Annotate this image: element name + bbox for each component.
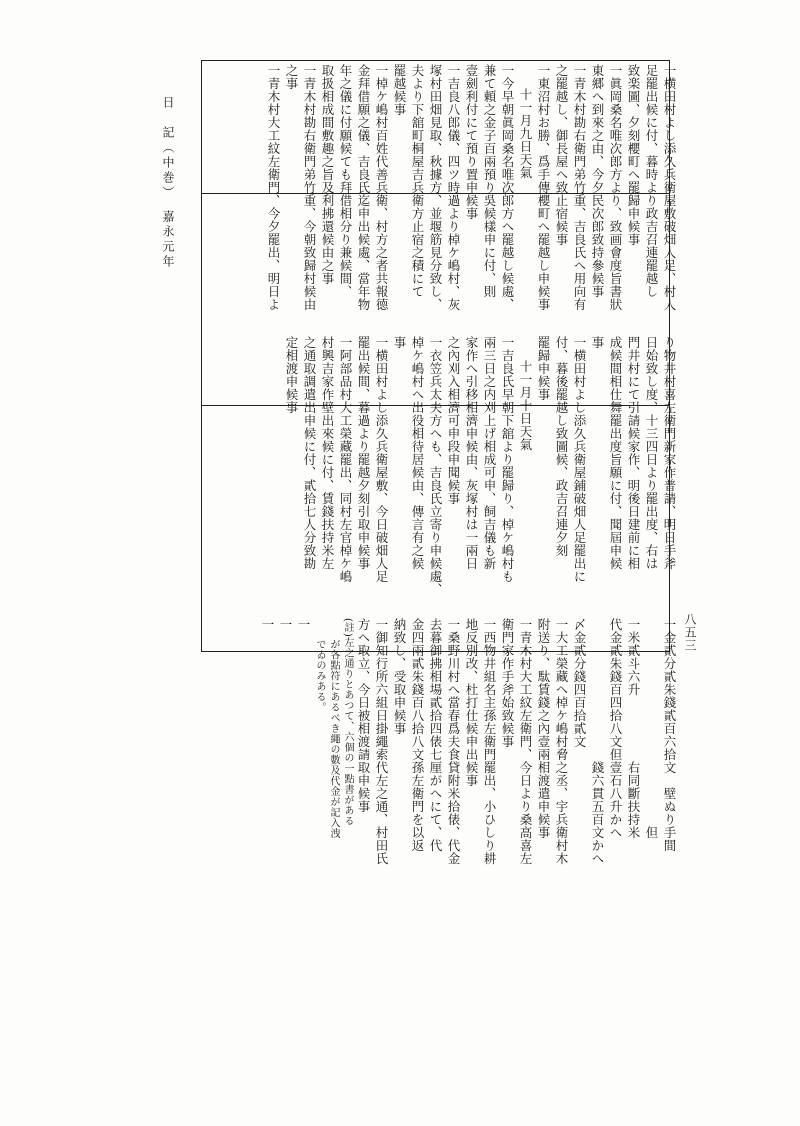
text-column: 罷歸申候事 [536, 336, 551, 401]
text-column: 一吉良八郎儀、四ツ時過より棹ケ嶋村、灰 [446, 64, 461, 311]
block-top [264, 64, 678, 332]
text-column: 之內刈入相濟可申段申聞候事 [446, 336, 461, 505]
text-column: 之事 [284, 64, 299, 90]
text-column: 衛門家作手斧始致候事 [500, 618, 515, 748]
text-column: 塚村田畑見取、秋據方、並堰筋見分致し、 [428, 64, 443, 311]
date-heading: 十一月九日天氣 [518, 88, 533, 179]
text-column: 一今早朝眞岡桑名唯次郎方へ罷越し候處、 [500, 64, 515, 311]
text-column: 一 [260, 618, 275, 631]
text-column: 方へ取立、今日被相渡請取申候事 [356, 618, 371, 813]
text-column: 金拜借願之儀、吉良氏迄申出候處、當年物 [356, 64, 371, 311]
text-column: 地反別改、杜打仕候申出候事 [464, 618, 479, 787]
text-column: 東郷へ到來之由、今夕民次郎致持參候事 [590, 64, 605, 298]
text-column: 兼て頼之金子百兩預り吳候樣申に付、則 [482, 64, 497, 298]
text-column: 〆金貳分錢四百拾貳文 [572, 618, 587, 748]
text-column: 一米貳斗六升 右同斷扶持米 [626, 618, 641, 839]
text-column: 一御知行所六組日掛繩索代左之通、村田氏 [374, 618, 389, 865]
editor-note: (註)左之通りとあつて、六個の一點書がある [342, 618, 353, 827]
text-column: 納致し、受取申候事 [392, 618, 407, 735]
text-column: 一青木村勘右衛門弟竹重、今朝致歸村候由 [302, 64, 317, 311]
text-column: 棹ケ嶋村へ出役相待居候由、傳言有之候 [410, 336, 425, 570]
block-middle [282, 336, 678, 594]
text-column: 但 [644, 618, 659, 839]
text-column: 代金貳朱錢百四拾八文但壹石八升かへ [608, 618, 623, 839]
text-column: 之罷越し、御長屋へ致止宿候事 [554, 64, 569, 246]
text-column: 日始致し度、十三四日より罷出度、右は [644, 336, 659, 570]
text-column: 錢六貫五百文かへ [590, 618, 605, 865]
text-column: 一 [278, 618, 293, 631]
text-column: 事 [392, 336, 407, 349]
text-column: 定相渡申候事 [284, 336, 299, 414]
text-column: 一東沼村お勝、爲手傳櫻町へ罷越し申候事 [536, 64, 551, 311]
page-number: 八五三 [683, 613, 697, 652]
text-column: 一横田村よし添久兵衛屋敷破畑人足、村人 [662, 64, 677, 311]
text-column: 一青木村大工紋左衛門、今夕罷出、明日よ [266, 64, 281, 311]
text-column: 一大工榮藏へ棹ケ嶋村脅之丞、宇兵衛村木 [554, 618, 569, 865]
text-column: 一青木村大工紋左衛門、今日より桑高喜左 [518, 618, 533, 865]
text-column: 一棹ケ嶋村百姓代善兵衛、村方之者共報德 [374, 64, 389, 311]
text-column: 一吉良氏早朝下舘より罷歸り、棹ケ嶋村も [500, 336, 515, 583]
text-column: 村興吉家作壁出來候に付、賃錢扶持米左 [320, 336, 335, 570]
text-column: 致楽圖、夕刻櫻町へ罷歸申候事 [626, 64, 641, 246]
text-column: 付、暮後罷越し致圖候、政吉召連夕刻 [554, 336, 569, 557]
text-column: 成候間相仕舞罷出度旨願に付、聞屆申候 [608, 336, 623, 570]
text-column: 一 [296, 618, 311, 631]
text-column: 年之儀に付願候ても拜借相分り兼候間、 [338, 64, 353, 298]
text-column: 門井村にて引請候家作、明後日建前に相 [626, 336, 641, 570]
text-column: 家作へ引移相濟申候由、灰塚村は一兩日 [464, 336, 479, 570]
text-column: 一金貳分貳朱錢貳百六拾文 壁ぬり手間 [662, 618, 677, 852]
block-bottom [258, 618, 678, 918]
text-column: 一横田村よし添久兵衛屋鋪破畑人足罷出に [572, 336, 587, 583]
text-column: 取扱相成間敷趣之旨及利拂還候由之事 [320, 64, 335, 285]
text-column: 附送り、駄賃錢之內壹兩相渡遣申候事 [536, 618, 551, 839]
text-column: 壹劍利付にて預り置申候事 [464, 64, 479, 220]
editor-note: でゐのみある。 [314, 618, 325, 713]
text-column: 金四兩貳朱錢百八拾八文孫左衛門を以返 [410, 618, 425, 852]
text-column: 夫より下舘町桐屋吉兵衛方止宿之積にて [410, 64, 425, 298]
text-column: 一青木村勘右衛門弟竹重、吉良氏へ用向有 [572, 64, 587, 311]
running-title: 日 記（中巻） 嘉永元年 [161, 96, 175, 270]
text-column: 一眞岡桑名唯次郎方より、致画會度旨書狀 [608, 64, 623, 311]
text-column: 一横田村よし添久兵衛屋敷、今日破畑人足 [374, 336, 389, 583]
text-column: 一衣笠兵太夫方へも、吉良氏立寄り申候處、 [428, 336, 443, 596]
text-column: 兩三日之内刈上げ相成可申、飼吉儀も新 [482, 336, 497, 570]
text-column: 罷越候事 [392, 64, 407, 116]
text-column: 足罷出候に付、暮時より政吉召連罷越し [644, 64, 659, 298]
editor-note: が各點符にあるべき繩の數及代金が記入洩 [328, 618, 339, 839]
text-column: 一阿部品村大工榮藏罷出、同村左官棹ケ嶋 [338, 336, 353, 583]
text-column: 事 [590, 336, 605, 349]
date-heading: 十一月十日天氣 [518, 360, 533, 451]
text-column: り物井村喜左衛門新家作普請、明日手斧 [662, 336, 677, 570]
text-column: 之通取調遣出申候に付、貳拾七人分致勘 [302, 336, 317, 570]
text-column: 一西物井組名主孫左衛門罷出、小ひしり耕 [482, 618, 497, 865]
text-column: 罷出候間、暮過より罷越夕刻引取申候事 [356, 336, 371, 570]
text-column: 去暮御拂相場貳拾四俵七厘がへにて、代 [428, 618, 443, 852]
text-column: 一桑野川村へ當春爲夫食貸附米拾俵、代金 [446, 618, 461, 865]
